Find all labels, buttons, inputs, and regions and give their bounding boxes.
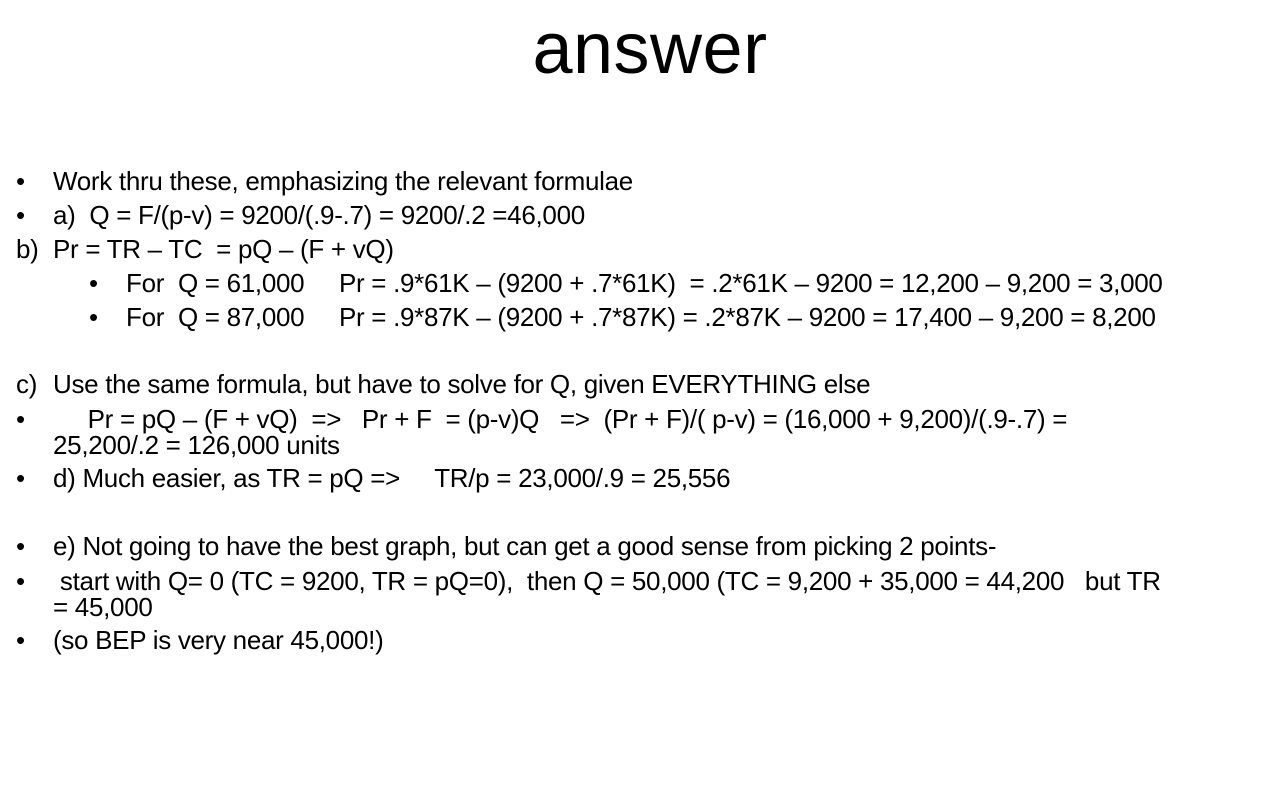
bullet-part-a [0,199,1288,233]
bullet-text-line-1: Pr = pQ – (F + vQ) => Pr + F = (p-v)Q => (Pr + F)/( p-v) = (16,000 + 9,200)/(.9-.7) = [53,404,1068,435]
bullet-text: d) Much easier, as TR = pQ => TR/p = 23,000/.9 = 25,556 [53,463,731,494]
bullet-dot-icon: • [16,565,25,596]
slide-title: answer [532,9,768,89]
bullet-intro [0,165,1288,199]
bullet-bep [0,624,1288,658]
bullet-text: a) Q = F/(p-v) = 9200/(.9-.7) = 9200/.2 =46,000 [53,199,585,230]
bullet-dot-icon: • [89,301,98,332]
item-text: Use the same formula, but have to solve for Q, given EVERYTHING else [53,369,871,400]
bullet-text: (so BEP is very near 45,000!) [53,624,384,655]
bullet-text-line-1: start with Q= 0 (TC = 9200, TR = pQ=0), then Q = 50,000 (TC = 9,200 + 35,000 = 44,200 but TR [53,565,1161,596]
bullet-part-d [0,462,1288,496]
sub-bullet-b1 [0,267,1288,301]
bullet-dot-icon: • [16,624,25,655]
bullet-dot-icon: • [16,404,25,435]
bullet-part-e-points [0,564,1288,624]
bullet-dot-icon: • [16,199,25,230]
item-part-c [0,368,1288,402]
item-text: Pr = TR – TC = pQ – (F + vQ) [53,233,394,264]
sub-bullet-text: For Q = 87,000 Pr = .9*87K – (9200 + .7*87K) = .2*87K – 9200 = 17,400 – 9,200 = 8,200 [126,301,1156,332]
bullet-text: Work thru these, emphasizing the relevant formulae [53,166,633,196]
bullet-dot-icon: • [16,463,25,494]
spacer [0,496,1288,530]
bullet-dot-icon: • [16,531,25,562]
bullet-dot-icon: • [89,267,98,298]
sub-bullet-b2 [0,301,1288,335]
bullet-part-c-work [0,402,1288,462]
slide-body [0,165,1288,658]
bullet-dot-icon: • [16,166,25,196]
spacer [0,335,1288,369]
bullet-part-e [0,530,1288,564]
item-marker-c: c) [16,369,38,400]
sub-bullet-text: For Q = 61,000 Pr = .9*61K – (9200 + .7*61K) = .2*61K – 9200 = 12,200 – 9,200 = 3,000 [126,267,1163,298]
item-marker-b: b) [16,233,39,264]
bullet-text-line-2: 25,200/.2 = 126,000 units [53,430,340,461]
item-part-b [0,233,1288,267]
bullet-text: e) Not going to have the best graph, but can get a good sense from picking 2 points- [53,531,997,562]
bullet-text-line-2: = 45,000 [53,591,153,622]
